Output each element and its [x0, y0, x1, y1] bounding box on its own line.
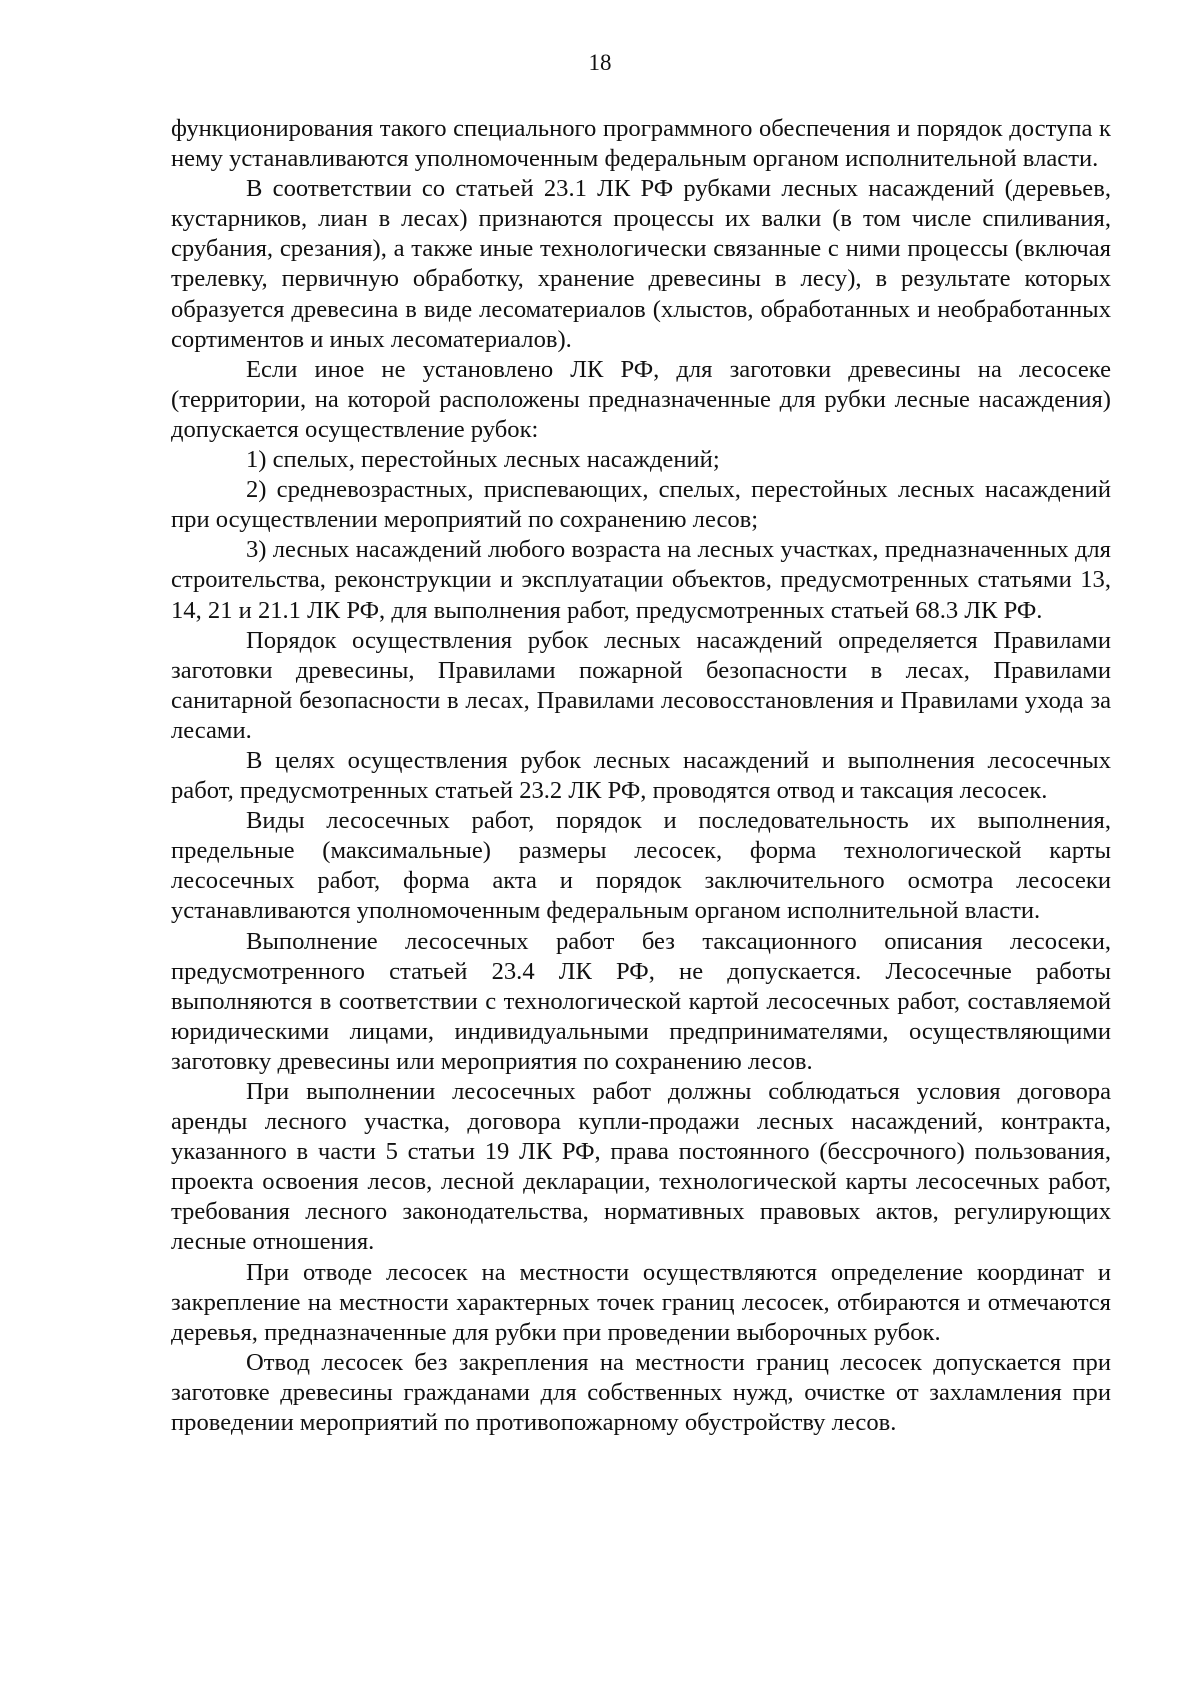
paragraph-continuation: функционирования такого специального программного обеспечения и порядок доступа к нему устанавливаются уполномоченным федеральным органом исполнительной власти.: [171, 115, 1111, 173]
list-item-3: 3) лесных насаждений любого возраста на лесных участках, предназначенных для строительства, реконструкции и эксплуатации объектов, предусмотренных статьями 13, 14, 21 и 21.1 ЛК РФ, для выполнения работ, предусмотренных статьей 68.3 ЛК РФ.: [171, 536, 1111, 624]
paragraph-work-types: Виды лесосечных работ, порядок и последовательность их выполнения, предельные (максимальные) размеры лесосек, форма технологической карты лесосечных работ, форма акта и порядок заключительного осмотра лесосеки устанавливаются уполномоченным федеральным органом исполнительной власти.: [171, 807, 1111, 925]
paragraph-logging-rules: Порядок осуществления рубок лесных насаждений определяется Правилами заготовки древесины, Правилами пожарной безопасности в лесах, Правилами санитарной безопасности в лесах, Правилами лесовосстановления и Правилами ухода за лесами.: [171, 626, 1111, 744]
list-item-1: 1) спелых, перестойных лесных насаждений;: [246, 446, 720, 474]
paragraph-taxation-description: Выполнение лесосечных работ без таксационного описания лесосеки, предусмотренного статьей 23.4 ЛК РФ, не допускается. Лесосечные работы выполняются в соответствии с технологической картой лесосечных работ, составляемой юридическими лицами, индивидуальными предпринимателями, осуществляющими заготовку древесины или мероприятия по сохранению лесов.: [171, 927, 1111, 1075]
paragraph-permitted-logging-intro: Если иное не установлено ЛК РФ, для заготовки древесины на лесосеке (территории, на которой расположены предназначенные для рубки лесные насаждения) допускается осуществление рубок:: [171, 355, 1111, 443]
document-body: [171, 114, 1111, 1438]
paragraph-allotment-procedure: При отводе лесосек на местности осуществляются определение координат и закрепление на местности характерных точек границ лесосек, отбираются и отмечаются деревья, предназначенные для рубки при проведении выборочных рубок.: [171, 1258, 1111, 1346]
list-item-2: 2) средневозрастных, приспевающих, спелых, перестойных лесных насаждений при осуществлении мероприятий по сохранению лесов;: [171, 476, 1111, 534]
paragraph-allotment-exception: Отвод лесосек без закрепления на местности границ лесосек допускается при заготовке древесины гражданами для собственных нужд, очистке от захламления при проведении мероприятий по противопожарному обустройству лесов.: [171, 1348, 1111, 1437]
page-number: 18: [588, 50, 612, 75]
paragraph-logging-definition: В соответствии со статьей 23.1 ЛК РФ рубками лесных насаждений (деревьев, кустарников, лиан в лесах) признаются процессы их валки (в том числе спиливания, срубания, срезания), а также иные технологически связанные с ними процессы (включая трелевку, первичную обработку, хранение древесины в лесу), в результате которых образуется древесина в виде лесоматериалов (хлыстов, обработанных и необработанных сортиментов и иных лесоматериалов).: [171, 175, 1111, 353]
paragraph-work-conditions: При выполнении лесосечных работ должны соблюдаться условия договора аренды лесного участка, договора купли-продажи лесных насаждений, контракта, указанного в части 5 статьи 19 ЛК РФ, права постоянного (бессрочного) пользования, проекта освоения лесов, лесной декларации, технологической карты лесосечных работ, требования лесного законодательства, нормативных правовых актов, регулирующих лесные отношения.: [171, 1078, 1111, 1256]
paragraph-allotment-purpose: В целях осуществления рубок лесных насаждений и выполнения лесосечных работ, предусмотренных статьей 23.2 ЛК РФ, проводятся отвод и таксация лесосек.: [171, 746, 1111, 805]
